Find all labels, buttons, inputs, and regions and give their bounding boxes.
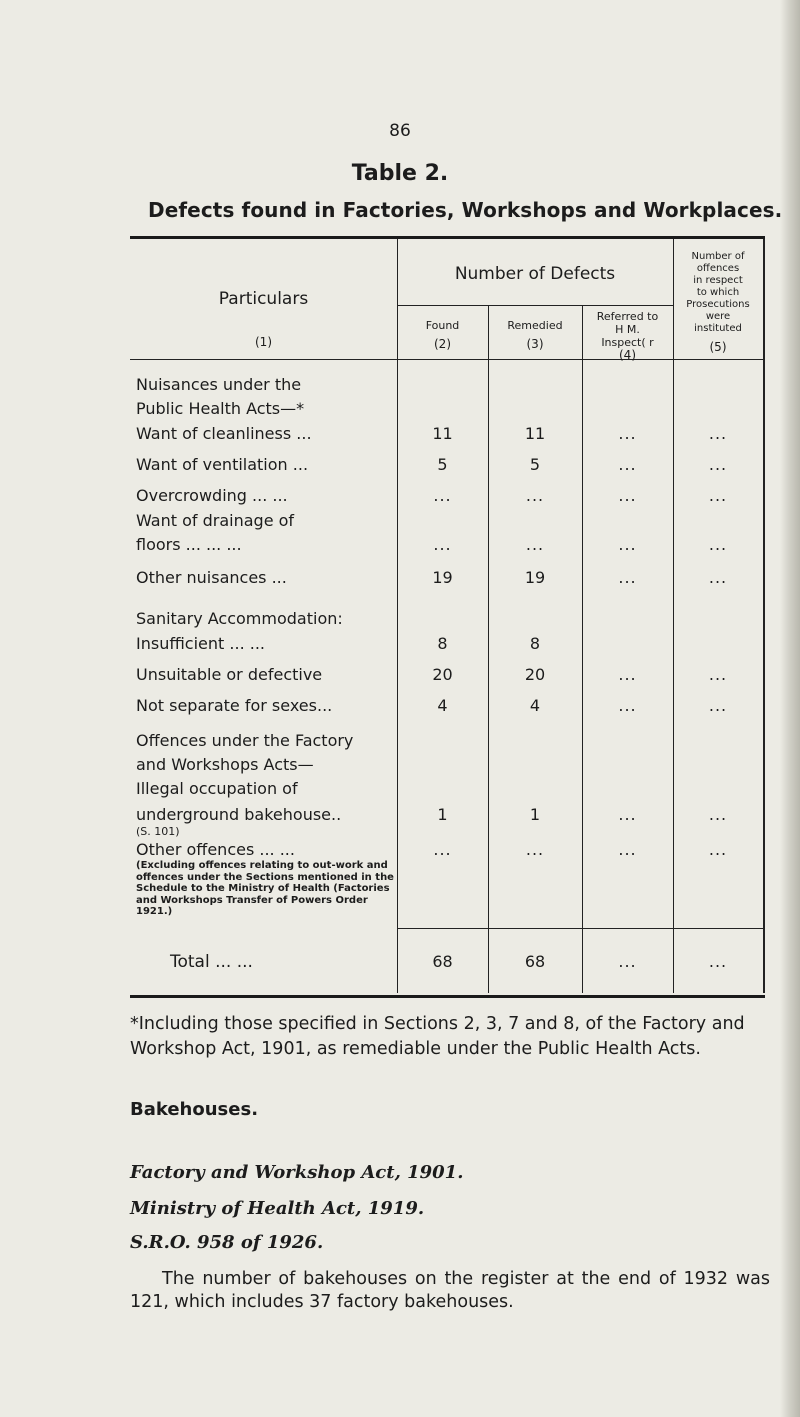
header-prosecutions-line4: to which <box>696 287 740 298</box>
table-subtitle: Defects found in Factories, Workshops and Workplaces. <box>148 198 783 222</box>
act-reference-2: Ministry of Health Act, 1919. <box>130 1198 425 1219</box>
header-remedied-number: (3) <box>526 337 544 351</box>
row-label: Not separate for sexes... <box>136 696 333 715</box>
row-label: Overcrowding ... ... <box>136 486 288 505</box>
row-prosecutions: ... <box>708 424 728 443</box>
row-prosecutions: ... <box>708 455 728 474</box>
row-remedied: ... <box>525 840 545 859</box>
header-referred-number: (4) <box>619 348 636 362</box>
row-found: 20 <box>432 665 453 684</box>
row-found: 11 <box>432 424 453 443</box>
row-remedied: ... <box>525 486 545 505</box>
row-remedied: 8 <box>529 634 541 653</box>
act-reference-3: S.R.O. 958 of 1926. <box>130 1232 324 1253</box>
header-referred-line1: Referred to <box>596 310 659 323</box>
total-remedied: 68 <box>524 952 546 971</box>
bakehouses-paragraph: The number of bakehouses on the register at the end of 1932 was 121, which includes 37 factory bakehouses. <box>130 1269 770 1312</box>
header-prosecutions <box>673 251 763 353</box>
row-prosecutions: ... <box>708 840 728 859</box>
header-number-of-defects: Number of Defects <box>454 264 616 284</box>
row-found: ... <box>433 535 452 554</box>
total-row-topline <box>397 928 765 929</box>
row-prosecutions: ... <box>708 696 728 715</box>
act-reference-1: Factory and Workshop Act, 1901. <box>130 1162 464 1183</box>
row-label: underground bakehouse.. <box>136 805 342 824</box>
header-referred <box>582 310 673 362</box>
table-title: Table 2. <box>351 161 449 186</box>
header-prosecutions-line5: Prosecutions <box>686 299 750 310</box>
row-remedied: 1 <box>529 805 541 824</box>
row-remedied: 11 <box>524 424 546 443</box>
row-label: (S. 101) <box>136 825 180 838</box>
row-label: Want of cleanliness ... <box>136 424 312 443</box>
header-particulars: Particulars <box>218 289 309 309</box>
row-label: Sanitary Accommodation: <box>136 609 343 628</box>
page-edge-shadow <box>780 0 800 1417</box>
header-col1-number: (1) <box>255 335 272 349</box>
header-prosecutions-line1: Number of <box>691 251 745 262</box>
row-remedied: 4 <box>529 696 541 715</box>
row-label: Want of ventilation ... <box>136 455 309 474</box>
row-label: and Workshops Acts— <box>136 755 314 774</box>
row-remedied: ... <box>525 535 545 554</box>
row-found: 8 <box>437 634 448 653</box>
header-remedied: Remedied <box>507 319 563 332</box>
row-prosecutions: ... <box>708 535 728 554</box>
table-right-border <box>763 239 765 993</box>
row-referred: ... <box>618 840 637 859</box>
row-found: ... <box>433 486 452 505</box>
total-label: Total ... ... <box>170 952 253 972</box>
row-found: ... <box>433 840 452 859</box>
table-footnote: *Including those specified in Sections 2, 3, 7 and 8, of the Factory and Workshop Act, 1901, as remediable under the Public Health Acts. <box>130 1014 745 1059</box>
row-label: Unsuitable or defective <box>136 665 323 684</box>
row-label: Insufficient ... ... <box>136 634 265 653</box>
row-prosecutions: ... <box>708 486 728 505</box>
row-label: Nuisances under the <box>136 375 302 394</box>
group-header-underline <box>397 305 673 306</box>
row-referred: ... <box>618 455 637 474</box>
row-referred: ... <box>618 665 637 684</box>
row-label: floors ... ... ... <box>136 535 242 554</box>
row-referred: ... <box>618 568 637 587</box>
header-found-number: (2) <box>434 337 451 351</box>
row-prosecutions: ... <box>708 805 728 824</box>
row-label: Want of drainage of <box>136 511 295 530</box>
row-referred: ... <box>618 535 637 554</box>
row-prosecutions: ... <box>708 568 728 587</box>
header-prosecutions-line6: were <box>705 311 731 322</box>
total-referred: ... <box>618 952 637 971</box>
header-found: Found <box>425 319 460 332</box>
table-column-divider <box>582 305 583 993</box>
row-remedied: 20 <box>524 665 546 684</box>
row-found: 4 <box>437 696 448 715</box>
header-prosecutions-number: (5) <box>709 340 727 354</box>
header-referred-line3: Inspect( r <box>601 336 654 349</box>
header-prosecutions-line7: instituted <box>694 323 742 334</box>
other-offences-note: (Excluding offences relating to out-work and offences under the Sections mentioned in the Schedule to the Ministry of Health (Factories and Workshops Transfer of Powers Order 1921.) <box>136 860 394 917</box>
row-label: Illegal occupation of <box>136 779 298 798</box>
header-prosecutions-line3: in respect <box>693 275 743 286</box>
defects-table <box>130 236 765 998</box>
row-label: Other nuisances ... <box>136 568 287 587</box>
row-label: Public Health Acts—* <box>136 399 305 418</box>
header-referred-line2: H M. <box>615 323 640 336</box>
header-prosecutions-line2: offences <box>696 263 740 274</box>
row-found: 1 <box>437 805 448 824</box>
row-found: 19 <box>432 568 453 587</box>
total-prosecutions: ... <box>708 952 728 971</box>
row-label: Offences under the Factory <box>136 731 354 750</box>
row-referred: ... <box>618 486 637 505</box>
row-referred: ... <box>618 805 637 824</box>
total-found: 68 <box>432 952 453 971</box>
row-remedied: 19 <box>524 568 546 587</box>
page-number: 86 <box>389 121 411 141</box>
row-remedied: 5 <box>529 455 541 474</box>
row-referred: ... <box>618 424 637 443</box>
row-found: 5 <box>437 455 448 474</box>
row-label: Other offences ... ... <box>136 840 295 859</box>
bakehouses-heading: Bakehouses. <box>130 1099 259 1120</box>
row-referred: ... <box>618 696 637 715</box>
row-prosecutions: ... <box>708 665 728 684</box>
